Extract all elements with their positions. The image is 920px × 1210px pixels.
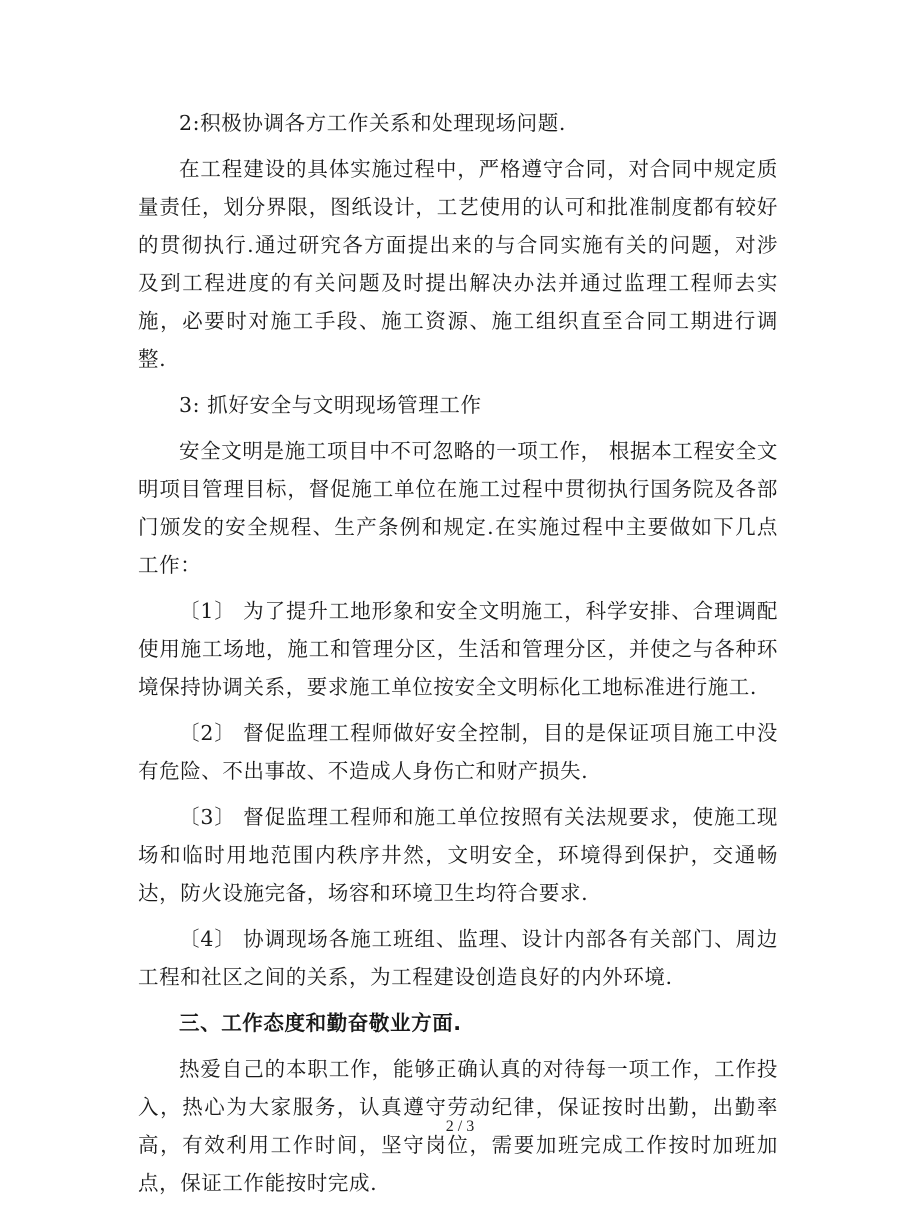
subheading-safety-management: 3: 抓好安全与文明现场管理工作	[179, 393, 482, 417]
paragraph-contract-execution: 在工程建设的具体实施过程中，严格遵守合同，对合同中规定质量责任，划分界限，图纸设计，工艺使用的认可和批准制度都有较好的贯彻执行.通过研究各方面提出来的与合同实施有关的问题，对涉及到工程进度的有关问题及时提出解决办法并通过监理工程师去实施，必要时对施工手段、施工资源、施工组织直至合同工期进行调整.	[138, 157, 778, 371]
list-item-1: 〔1〕 为了提升工地形象和安全文明施工，科学安排、合理调配使用施工场地，施工和管理分区，生活和管理分区，并使之与各种环境保持协调关系，要求施工单位按安全文明标化工地标准进行施工.	[138, 599, 778, 699]
page-number: 2 / 3	[445, 1118, 475, 1135]
list-item-4: 〔4〕 协调现场各施工班组、监理、设计内部各有关部门、周边工程和社区之间的关系，为工程建设创造良好的内外环境.	[138, 927, 778, 989]
paragraph-safety-intro: 安全文明是施工项目中不可忽略的一项工作， 根据本工程安全文明项目管理目标，督促施工单位在施工过程中贯彻执行国务院及各部门颁发的安全规程、生产条例和规定.在实施过程中主要做如下几点工作：	[138, 439, 778, 577]
section-heading-work-attitude: 三、工作态度和勤奋敬业方面.	[179, 1011, 462, 1035]
list-item-3: 〔3〕 督促监理工程师和施工单位按照有关法规要求，使施工现场和临时用地范围内秩序井然，文明安全，环境得到保护，交通畅达，防火设施完备，场容和环境卫生均符合要求.	[138, 805, 778, 905]
subheading-coordination: 2:积极协调各方工作关系和处理现场问题.	[179, 111, 566, 135]
list-item-2: 〔2〕 督促监理工程师做好安全控制，目的是保证项目施工中没有危险、不出事故、不造成人身伤亡和财产损失.	[138, 721, 778, 783]
document-body	[138, 104, 778, 1210]
paragraph-work-attitude: 热爱自己的本职工作，能够正确认真的对待每一项工作，工作投入，热心为大家服务，认真遵守劳动纪律，保证按时出勤，出勤率高，有效利用工作时间，坚守岗位，需要加班完成工作按时加班加点，保证工作能按时完成.	[138, 1057, 778, 1195]
